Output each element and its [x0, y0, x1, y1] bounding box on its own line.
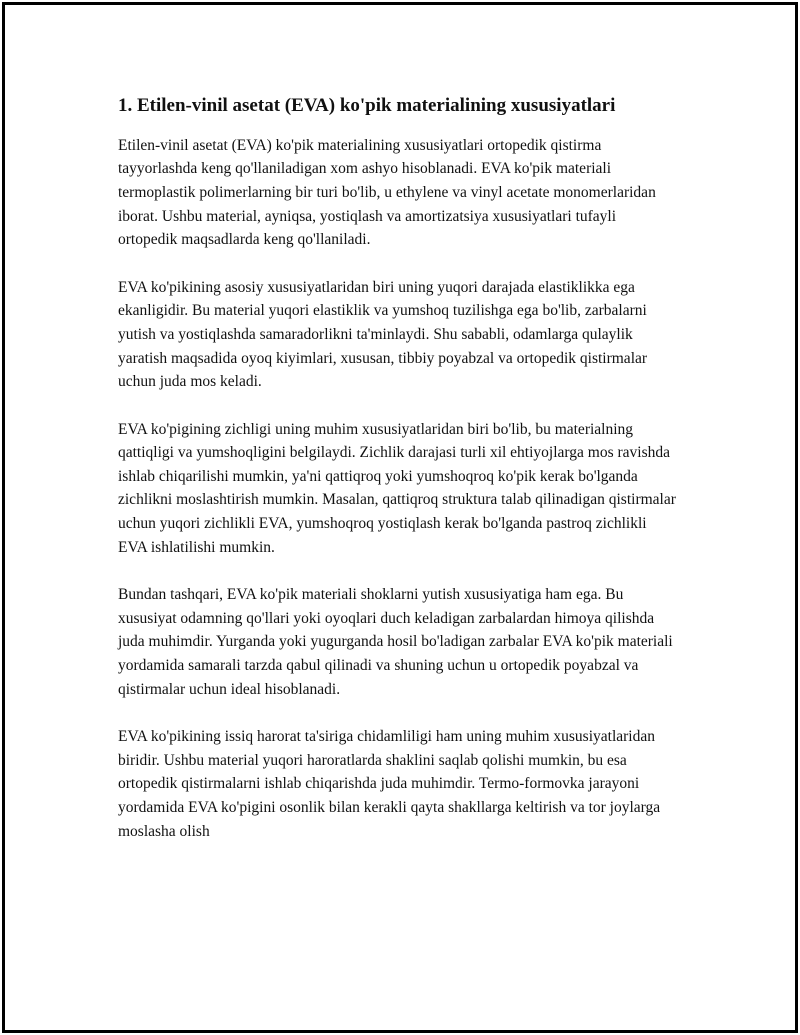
document-body: [118, 90, 678, 867]
paragraph-1: Etilen-vinil asetat (EVA) ko'pik materialining xususiyatlari ortopedik qistirma tayyorlashda keng qo'llaniladigan xom ashyo hisoblanadi. EVA ko'pik materiali termoplastik polimerlarning bir turi bo'lib, u ethylene va vinyl acetate monomerlaridan iborat. Ushbu material, ayniqsa, yostiqlash va amortizatsiya xususiyatlari tufayli ortopedik maqsadlarda keng qo'llaniladi.: [118, 136, 656, 249]
paragraph-2: EVA ko'pikining asosiy xususiyatlaridan biri uning yuqori darajada elastiklikka ega ekanligidir. Bu material yuqori elastiklik va yumshoq tuzilishga ega bo'lib, zarbalarni yutish va yostiqlashda samaradorlikni ta'minlaydi. Shu sababli, odamlarga qulaylik yaratish maqsadida oyoq kiyimlari, xususan, tibbiy poyabzal va ortopedik qistirmalar uchun juda mos keladi.: [118, 278, 648, 391]
paragraph-4: Bundan tashqari, EVA ko'pik materiali shoklarni yutish xususiyatiga ham ega. Bu xususiyat odamning qo'llari yoki oyoqlari duch keladigan zarbalardan himoya qilishda juda muhimdir. Yurganda yoki yugurganda hosil bo'ladigan zarbalar EVA ko'pik materiali yordamida samarali tarzda qabul qilinadi va shuning uchun u ortopedik poyabzal va qistirmalar uchun ideal hisoblanadi.: [118, 586, 673, 698]
paragraph-3: EVA ko'pigining zichligi uning muhim xususiyatlaridan biri bo'lib, bu materialning qattiqligi va yumshoqligini belgilaydi. Zichlik darajasi turli xil ehtiyojlarga mos ravishda ishlab chiqarilishi mumkin, ya'ni qattiqroq yoki yumshoqroq ko'pik kerak bo'lganda zichlikni moslashtirish mumkin. Masalan, qattiqroq struktura talab qilinadigan qistirmalar uchun yuqori zichlikli EVA, yumshoqroq yostiqlash kerak bo'lganda pastroq zichlikli EVA ishlatilishi mumkin.: [118, 420, 676, 556]
document-title: 1. Etilen-vinil asetat (EVA) ko'pik materialining xususiyatlari: [118, 95, 616, 116]
paragraph-5: EVA ko'pikining issiq harorat ta'siriga chidamliligi ham uning muhim xususiyatlaridan biridir. Ushbu material yuqori haroratlarda shaklini saqlab qolishi mumkin, bu esa ortopedik qistirmalarni ishlab chiqarishda juda muhimdir. Termo-formovka jarayoni yordamida EVA ko'pigini osonlik bilan kerakli qayta shakllarga keltirish va tor joylarga moslasha olish: [118, 728, 661, 840]
